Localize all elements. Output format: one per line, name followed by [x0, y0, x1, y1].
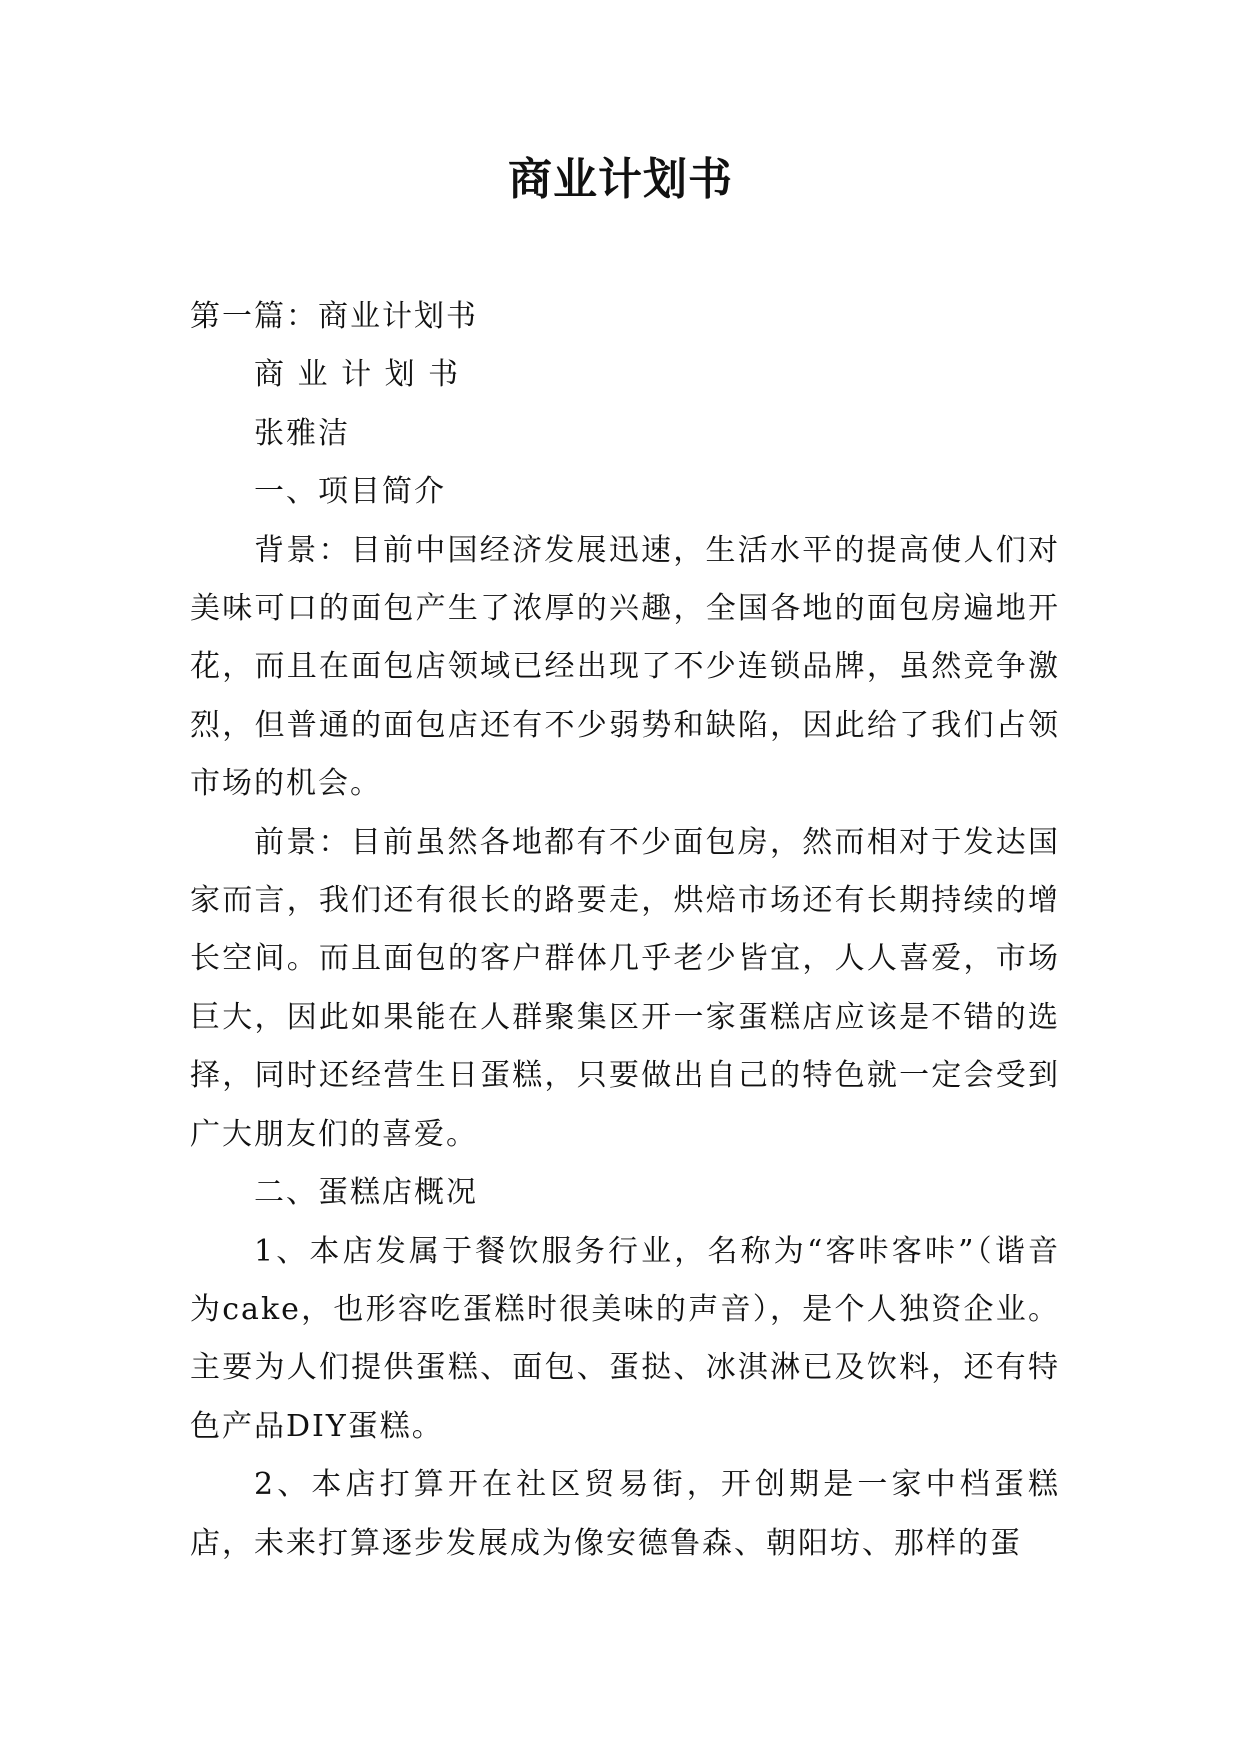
section-heading-part-one: 第一篇：商业计划书 — [190, 299, 478, 334]
section-heading-store-overview: 二、蛋糕店概况 — [254, 1175, 478, 1211]
paragraph-prospects: 前景：目前虽然各地都有不少面包房，然而相对于发达国家而言，我们还有很长的路要走，烘焙市场还有长期持续的增长空间。而且面包的客户群体几乎老少皆宜，人人喜爱，市场巨大，因此如果能在人群聚集区开一家蛋糕店应该是不错的选择，同时还经营生日蛋糕，只要做出自己的特色就一定会受到广大朋友们的喜爱。 — [190, 824, 1060, 1152]
subtitle-business-plan: 商 业 计 划 书 — [254, 357, 461, 393]
paragraph-store-item-1: 1、本店发属于餐饮服务行业，名称为“客咔客咔”（谐音为cake，也形容吃蛋糕时很美味的声音），是个人独资企业。主要为人们提供蛋糕、面包、蛋挞、冰淇淋已及饮料，还有特色产品DIY蛋糕。 — [190, 1233, 1060, 1444]
document-title: 商业计划书 — [508, 154, 733, 205]
document-body — [190, 288, 1060, 1573]
paragraph-store-item-2: 2、本店打算开在社区贸易街，开创期是一家中档蛋糕店，未来打算逐步发展成为像安德鲁森、朝阳坊、那样的蛋 — [190, 1467, 1060, 1561]
section-heading-project-intro: 一、项目简介 — [254, 474, 446, 510]
author-name: 张雅洁 — [254, 415, 350, 451]
paragraph-background: 背景：目前中国经济发展迅速，生活水平的提高使人们对美味可口的面包产生了浓厚的兴趣，全国各地的面包房遍地开花，而且在面包店领域已经出现了不少连锁品牌，虽然竞争激烈，但普通的面包店还有不少弱势和缺陷，因此给了我们占领市场的机会。 — [190, 532, 1060, 802]
